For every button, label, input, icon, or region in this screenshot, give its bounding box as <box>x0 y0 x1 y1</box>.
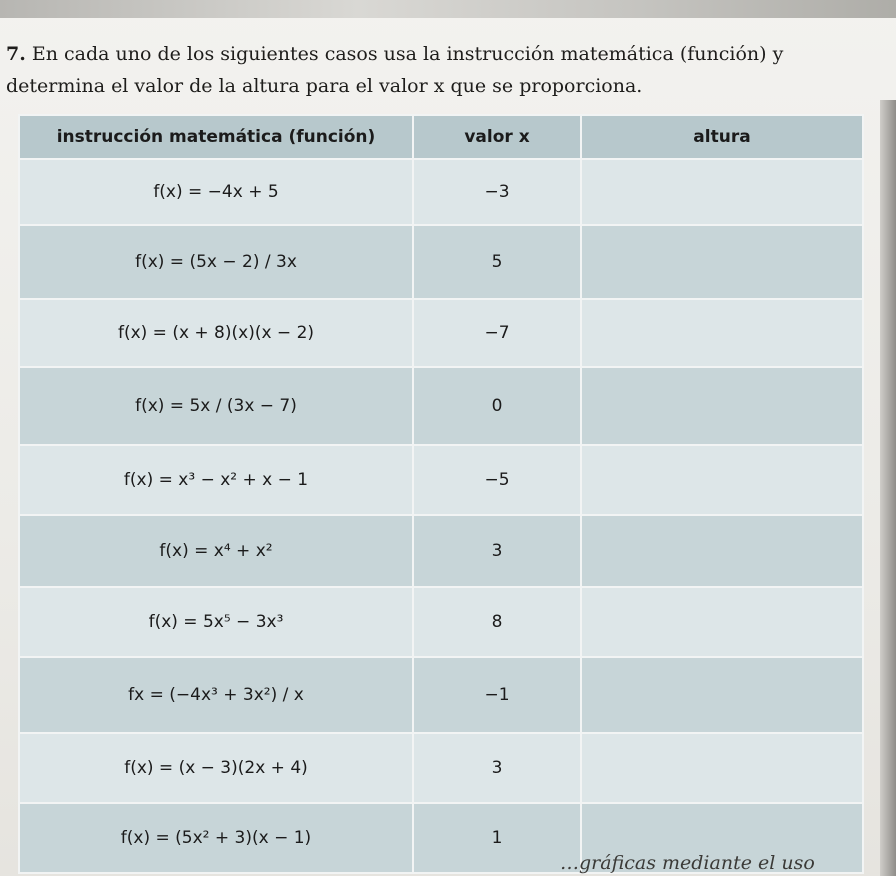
height-answer-cell[interactable] <box>581 657 863 733</box>
height-answer-cell[interactable] <box>581 367 863 445</box>
table-row <box>19 159 863 225</box>
function-cell: f(x) = (x − 3)(2x + 4) <box>19 733 413 803</box>
table-row <box>19 587 863 657</box>
table-row <box>19 299 863 367</box>
problem-text: En cada uno de los siguientes casos usa la instrucción matemática (función) y determina el valor de la altura para el valor x que se proporciona. <box>6 43 784 97</box>
height-answer-cell[interactable] <box>581 733 863 803</box>
header-function: instrucción matemática (función) <box>19 115 413 159</box>
height-answer-cell[interactable] <box>581 515 863 587</box>
x-value-cell: −1 <box>413 657 581 733</box>
function-cell: f(x) = x³ − x² + x − 1 <box>19 445 413 515</box>
function-cell: f(x) = 5x / (3x − 7) <box>19 367 413 445</box>
height-answer-cell[interactable] <box>581 159 863 225</box>
x-value-cell: −3 <box>413 159 581 225</box>
height-answer-cell[interactable] <box>581 445 863 515</box>
table-row <box>19 367 863 445</box>
table-row <box>19 445 863 515</box>
table-header-row <box>19 115 863 159</box>
x-value-cell: 3 <box>413 515 581 587</box>
function-table <box>18 114 864 874</box>
footer-text: …gráficas mediante el uso <box>560 852 815 874</box>
height-answer-cell[interactable] <box>581 299 863 367</box>
problem-number: 7. <box>6 43 26 65</box>
height-answer-cell[interactable] <box>581 225 863 299</box>
height-answer-cell[interactable] <box>581 587 863 657</box>
header-x-value: valor x <box>413 115 581 159</box>
table-row <box>19 225 863 299</box>
header-height: altura <box>581 115 863 159</box>
x-value-cell: 3 <box>413 733 581 803</box>
function-cell: f(x) = (5x² + 3)(x − 1) <box>19 803 413 873</box>
page-top-edge <box>0 0 896 18</box>
table-row <box>19 733 863 803</box>
table-row <box>19 657 863 733</box>
function-cell: fx = (−4x³ + 3x²) / x <box>19 657 413 733</box>
function-cell: f(x) = −4x + 5 <box>19 159 413 225</box>
function-cell: f(x) = (5x − 2) / 3x <box>19 225 413 299</box>
function-cell: f(x) = (x + 8)(x)(x − 2) <box>19 299 413 367</box>
x-value-cell: −5 <box>413 445 581 515</box>
x-value-cell: 8 <box>413 587 581 657</box>
x-value-cell: −7 <box>413 299 581 367</box>
table-row <box>19 515 863 587</box>
function-cell: f(x) = 5x⁵ − 3x³ <box>19 587 413 657</box>
x-value-cell: 5 <box>413 225 581 299</box>
page-right-edge <box>880 100 896 876</box>
x-value-cell: 1 <box>413 803 581 873</box>
function-cell: f(x) = x⁴ + x² <box>19 515 413 587</box>
x-value-cell: 0 <box>413 367 581 445</box>
problem-statement <box>6 38 866 102</box>
